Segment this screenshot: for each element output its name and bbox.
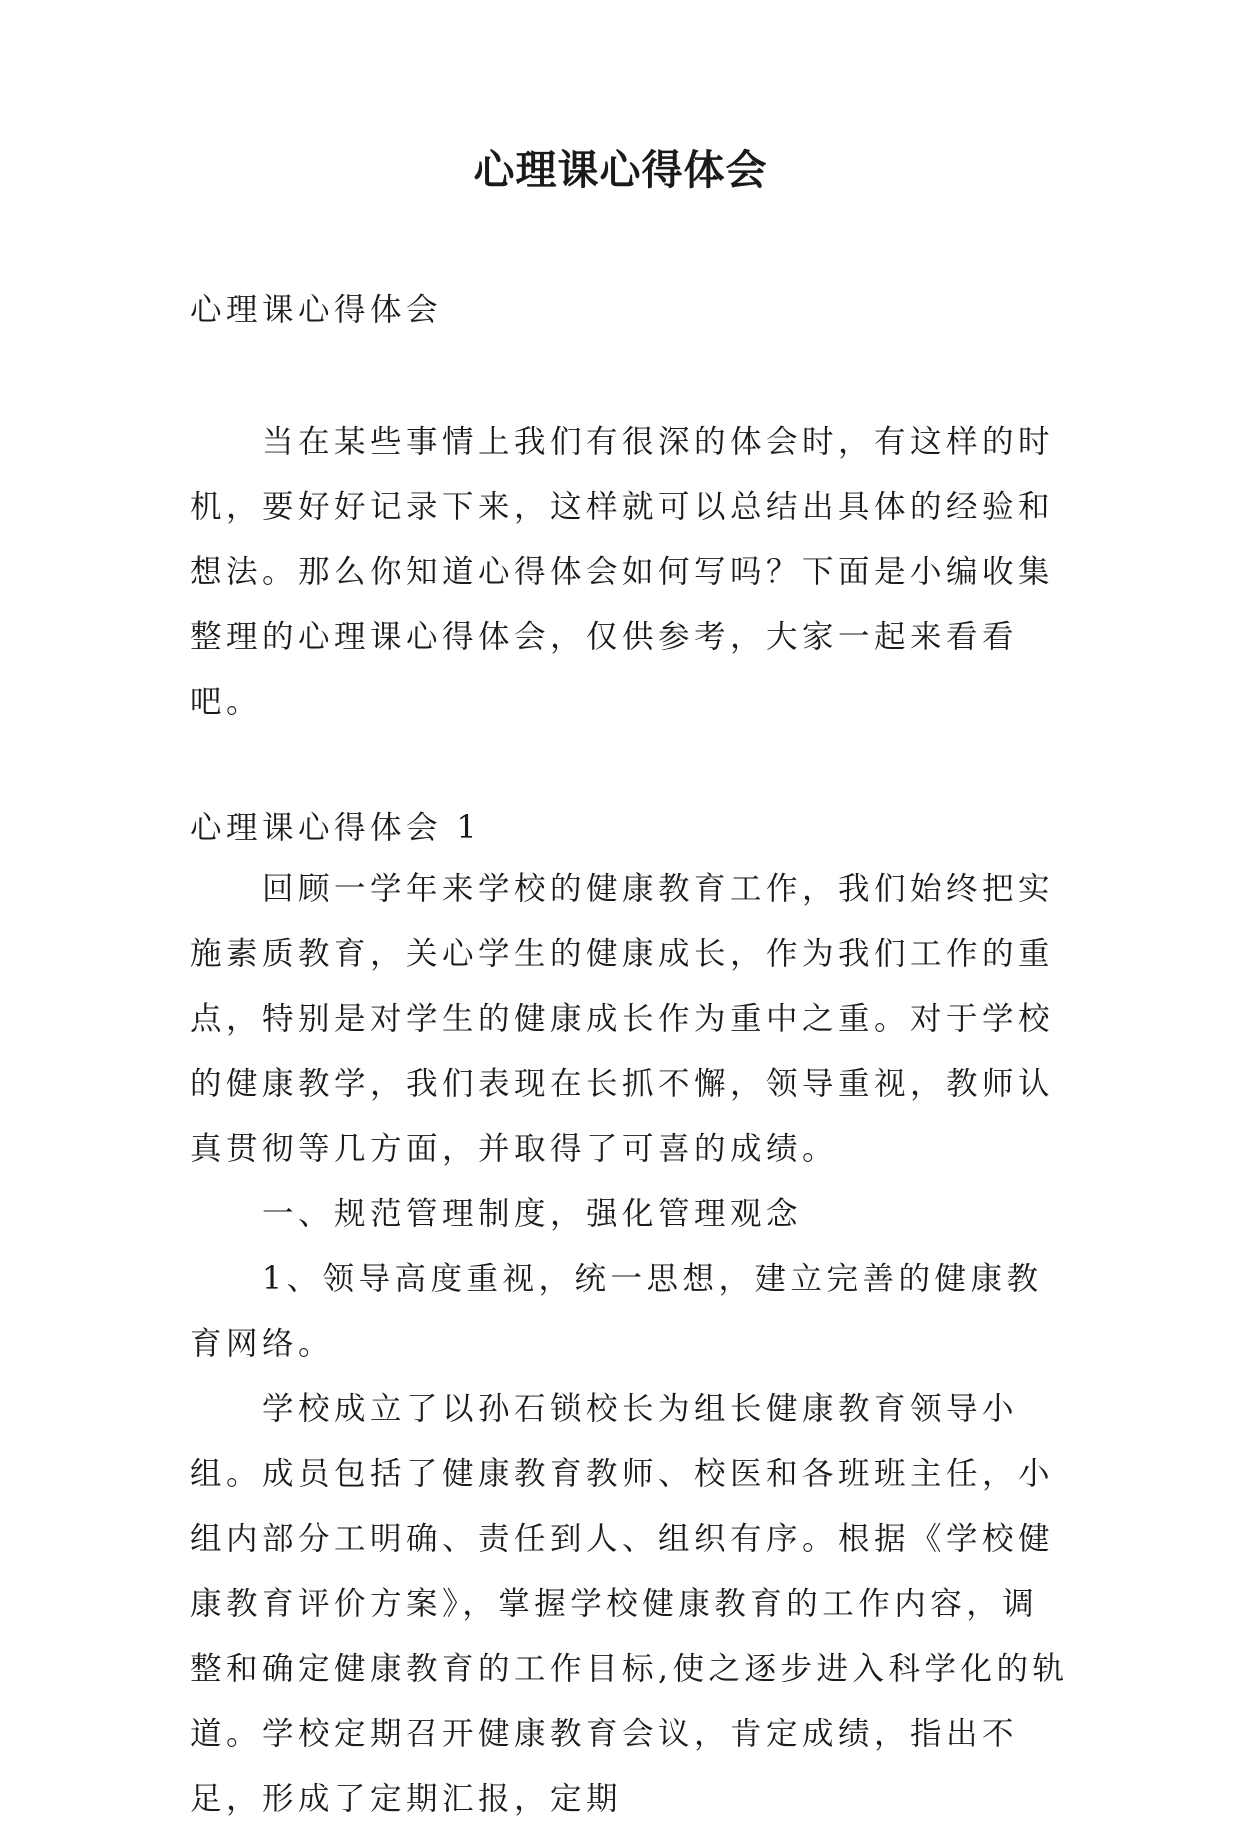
- intro-paragraph: 当在某些事情上我们有很深的体会时，有这样的时机，要好好记录下来，这样就可以总结出具体的经验和想法。那么你知道心得体会如何写吗？下面是小编收集整理的心理课心得体会，仅供参考，大家一起来看看吧。: [190, 424, 1055, 720]
- body-paragraph: 学校成立了以孙石锁校长为组长健康教育领导小组。成员包括了健康教育教师、校医和各班班主任，小组内部分工明确、责任到人、组织有序。根据《学校健康教育评价方案》，掌握学校健康教育的工作内容，调整和确定健康教育的工作目标,使之逐步进入科学化的轨道。学校定期召开健康教育会议，肯定成绩，指出不足，形成了定期汇报，定期: [190, 1391, 1069, 1817]
- section-heading: 心理课心得体会 1: [190, 810, 482, 846]
- document-subtitle: 心理课心得体会: [190, 292, 443, 328]
- subsection-heading: 一、规范管理制度，强化管理观念: [262, 1196, 803, 1232]
- document-title: 心理课心得体会: [473, 146, 768, 194]
- body-paragraph: 回顾一学年来学校的健康教育工作，我们始终把实施素质教育，关心学生的健康成长，作为我们工作的重点，特别是对学生的健康成长作为重中之重。对于学校的健康教学，我们表现在长抓不懈，领导重视，教师认真贯彻等几方面，并取得了可喜的成绩。: [190, 871, 1055, 1167]
- body-paragraph: 1、领导高度重视，统一思想，建立完善的健康教育网络。: [190, 1261, 1043, 1362]
- document-body: [190, 288, 1070, 1832]
